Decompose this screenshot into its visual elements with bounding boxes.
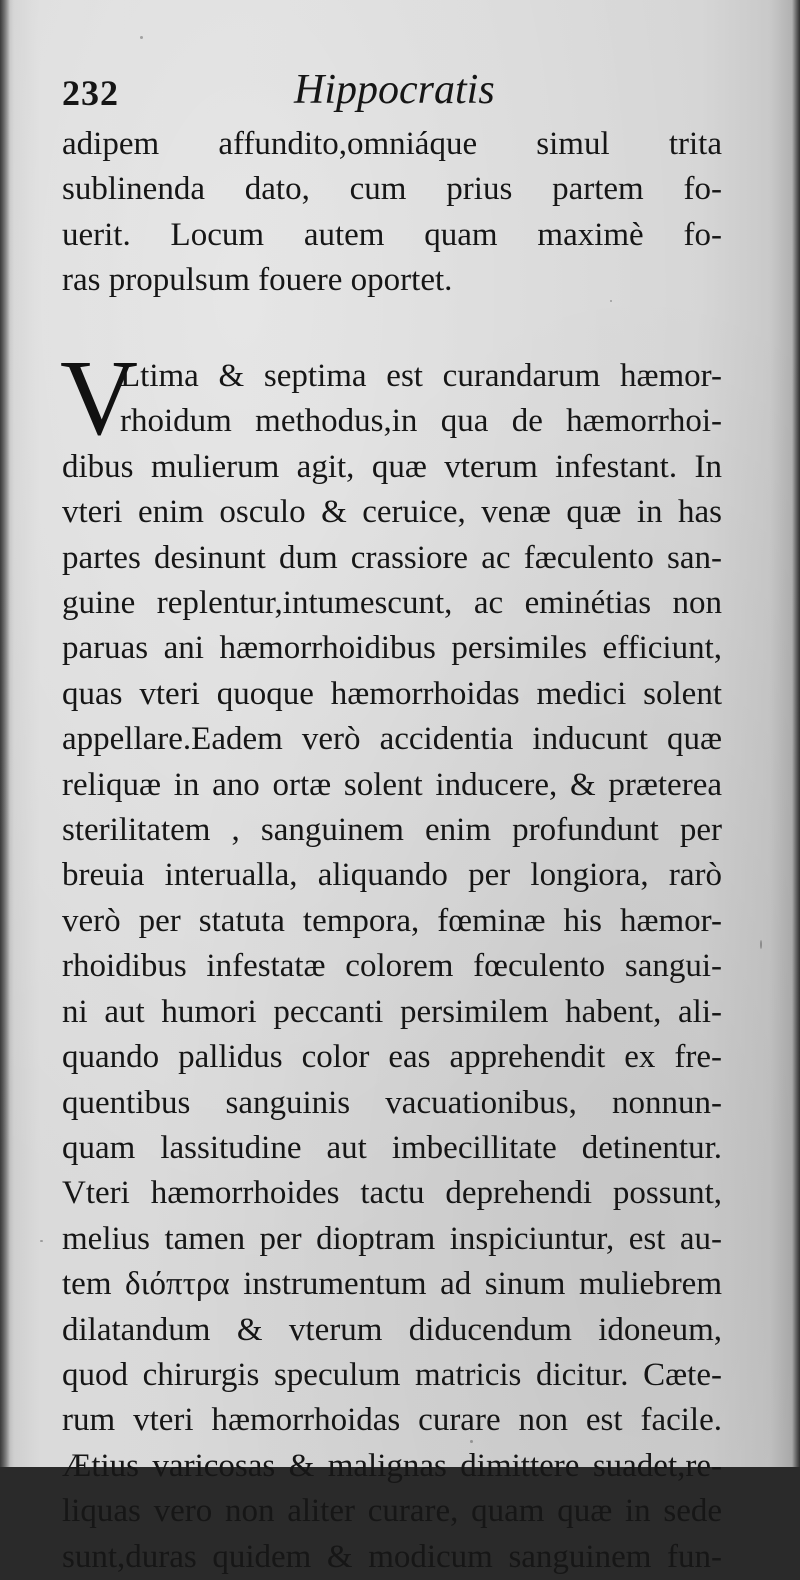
text-line: ras propulsum fouere oportet. [62, 262, 453, 299]
text-line: Ætius varicosas & malignas dimittere suadet,re- [62, 1447, 722, 1484]
paper-speck [610, 300, 612, 302]
text-line: sterilitatem , sanguinem enim profundunt per [62, 812, 722, 849]
text-line: appellare.Eadem verò accidentia inducunt quæ [62, 721, 722, 758]
text-line: liquas vero non aliter curare, quam quæ in sede [62, 1493, 722, 1530]
text-line: quam lassitudine aut imbecillitate detinentur. [62, 1129, 722, 1166]
text-line: adipem affundito,omniáque simul trita [62, 126, 722, 162]
drop-cap: V [60, 339, 138, 458]
text-line: Ltima & septima est curandarum hæmor- [120, 358, 722, 394]
text-line: quentibus sanguinis vacuationibus, nonnun- [62, 1084, 722, 1121]
text-line: quando pallidus color eas apprehendit ex fre- [62, 1039, 722, 1076]
text-line: quod chirurgis speculum matricis dicitur. Cæte- [62, 1356, 722, 1393]
text-line: melius tamen per dioptram inspiciuntur, est au- [62, 1220, 722, 1257]
paper-speck [40, 1240, 43, 1242]
running-head [62, 62, 742, 122]
text-line: sunt,duras quidem & modicum sanguinem fun- [62, 1538, 722, 1575]
text-line: vteri enim osculo & ceruice, venæ quæ in has [62, 494, 722, 531]
text-line: rum vteri hæmorrhoidas curare non est facile. [62, 1402, 722, 1439]
text-line: rhoidibus infestatæ colorem fœculento sangui- [62, 948, 722, 985]
text-line: dilatandum & vterum diducendum idoneum, [62, 1311, 722, 1348]
text-line: dibus mulierum agit, quæ vterum infestant. In [62, 448, 722, 485]
text-line: guine replentur,intumescunt, ac eminétias non [62, 585, 722, 622]
text-line: sublinenda dato, cum prius partem fo- [62, 171, 722, 208]
paper-speck [470, 1440, 473, 1443]
page-gutter-shadow [0, 0, 10, 1467]
text-line: uerit. Locum autem quam maximè fo- [62, 216, 722, 253]
paper-speck [140, 36, 143, 39]
text-line: rhoidum methodus,in qua de hæmorrhoi- [120, 403, 722, 440]
running-title: Hippocratis [294, 67, 495, 113]
text-line: quas vteri quoque hæmorrhoidas medici solent [62, 675, 722, 712]
text-line: breuia interualla, aliquando per longiora, rarò [62, 857, 722, 894]
paper-speck [760, 940, 762, 949]
paragraph-2 [60, 339, 722, 1580]
page-edge-shadow [792, 0, 800, 1467]
text-line: paruas ani hæmorrhoidibus persimiles efficiunt, [62, 630, 722, 667]
text-line: tem διόπτρα instrumentum ad sinum muliebrem [62, 1266, 722, 1303]
text-line: partes desinunt dum crassiore ac fæculento san- [62, 539, 722, 576]
page-number: 232 [62, 73, 119, 113]
text-line: reliquæ in ano ortæ solent inducere, & præterea [62, 766, 722, 803]
text-line: Vteri hæmorrhoides tactu deprehendi possunt, [62, 1175, 722, 1212]
paragraph-1 [62, 122, 722, 304]
text-line: ni aut humori peccanti persimilem habent, ali- [62, 993, 722, 1030]
text-line: verò per statuta tempora, fœminæ his hæmor- [62, 902, 722, 939]
